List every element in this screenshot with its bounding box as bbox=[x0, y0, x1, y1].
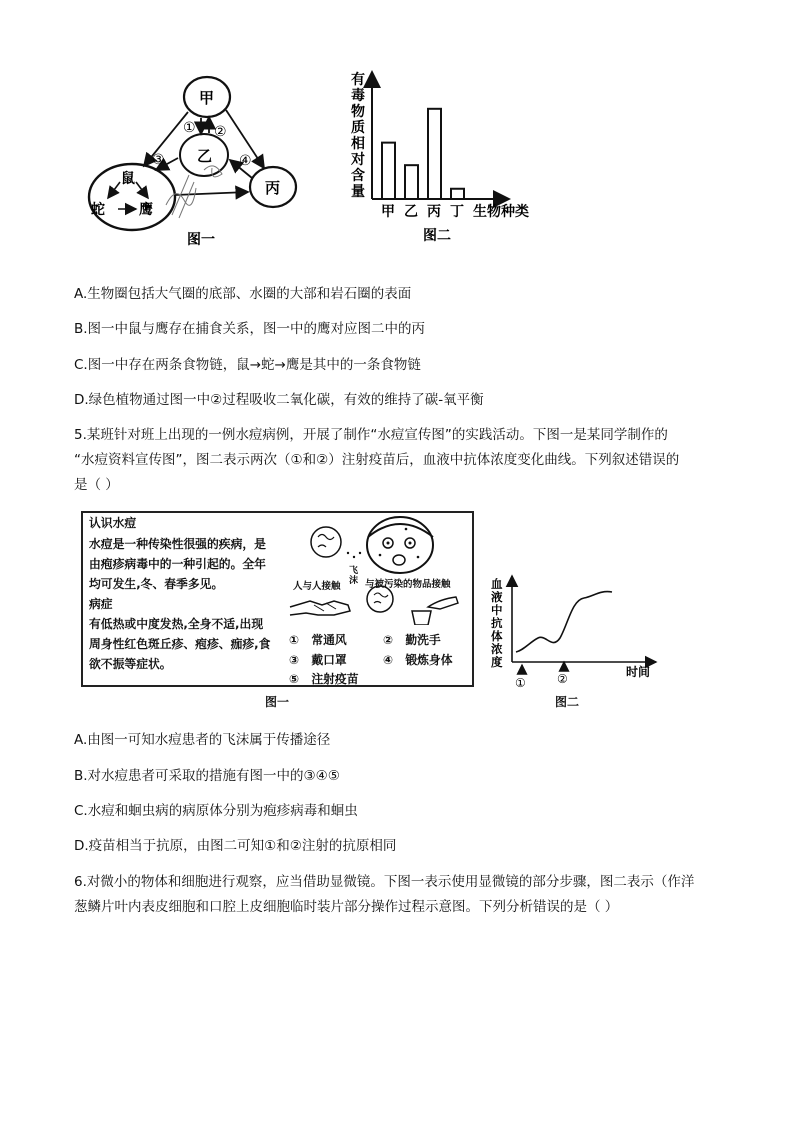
virus-bubble-icon bbox=[311, 527, 341, 557]
q4-option-d: D.绿色植物通过图一中②过程吸收二氧化碳，有效的维持了碳-氧平衡 bbox=[74, 392, 484, 408]
cup-icon bbox=[412, 611, 431, 625]
arrow-label-2: ② bbox=[214, 124, 227, 140]
category-label-0: 甲 bbox=[381, 204, 395, 220]
label-mouse: 鼠 bbox=[121, 171, 135, 187]
contact-label-1: 人与人接触 bbox=[293, 581, 341, 592]
y-label-char-6: 含 bbox=[351, 168, 365, 184]
antibody-graph bbox=[488, 570, 668, 690]
label-hawk: 鹰 bbox=[139, 202, 153, 218]
poster-heading-1: 认识水痘 bbox=[89, 516, 137, 530]
poster-heading-2: 病症 bbox=[89, 597, 113, 611]
figure1-caption: 图一 bbox=[187, 232, 215, 248]
injection-mark-2: ② bbox=[557, 672, 568, 686]
arrow-label-3: ③ bbox=[152, 152, 165, 168]
q5-option-c: C.水痘和蛔虫病的病原体分别为疱疹病毒和蛔虫 bbox=[74, 803, 358, 819]
contact-label-2: 与被污染的物品接触 bbox=[365, 579, 451, 590]
injection-mark-1: ① bbox=[515, 676, 526, 690]
y-label-char-3: 质 bbox=[351, 120, 365, 136]
bar-0 bbox=[382, 143, 395, 199]
antibody-y-char-4: 体 bbox=[491, 629, 503, 643]
toxin-bar-chart bbox=[345, 68, 555, 248]
antibody-y-char-3: 抗 bbox=[491, 616, 503, 630]
antibody-x-label: 时间 bbox=[626, 665, 651, 679]
q5-option-a: A.由图一可知水痘患者的飞沫属于传播途径 bbox=[74, 732, 331, 748]
label-yi: 乙 bbox=[197, 147, 213, 165]
figure2-caption: 图二 bbox=[423, 228, 451, 244]
poster-illustration bbox=[288, 515, 468, 625]
q4-option-c: C.图一中存在两条食物链，鼠→蛇→鹰是其中的一条食物链 bbox=[74, 357, 421, 373]
q4-option-a: A.生物圈包括大气圈的底部、水圈的大部和岩石圈的表面 bbox=[74, 286, 412, 302]
question-6-stem: 6.对微小的物体和细胞进行观察，应当借助显微镜。下图一表示使用显微镜的部分步骤，图二表示（作洋 葱鳞片叶内表皮细胞和口腔上皮细胞临时装片部分操作过程示意图。下列分析错误的是（ ） bbox=[74, 874, 695, 915]
category-label-3: 丁 bbox=[450, 204, 464, 220]
measure-4: ④ 锻炼身体 bbox=[383, 653, 453, 667]
question-5-stem: 5.某班针对班上出现的一例水痘病例，开展了制作“水痘宣传图”的实践活动。下图一是某同学制作的 “水痘资料宣传图”，图二表示两次（①和②）注射疫苗后，血液中抗体浓度变化曲线。下列叙述错误的 是（ ） bbox=[74, 427, 680, 493]
y-label-char-5: 对 bbox=[351, 152, 365, 168]
antibody-y-char-5: 浓 bbox=[491, 642, 503, 656]
q5-option-b: B.对水痘患者可采取的措施有图一中的③④⑤ bbox=[74, 768, 340, 784]
handshake-icon bbox=[290, 601, 350, 615]
q5-option-d: D.疫苗相当于抗原，由图二可知①和②注射的抗原相同 bbox=[74, 838, 397, 854]
y-label-char-0: 有 bbox=[351, 72, 365, 88]
y-label-char-4: 相 bbox=[351, 136, 365, 152]
label-jia: 甲 bbox=[199, 89, 215, 107]
antibody-y-char-1: 液 bbox=[491, 590, 503, 604]
ecosystem-diagram bbox=[84, 70, 314, 260]
antibody-y-label bbox=[491, 577, 503, 669]
bar-1 bbox=[405, 165, 418, 199]
antibody-curve bbox=[516, 592, 612, 652]
category-label-1: 乙 bbox=[404, 204, 418, 220]
antibody-y-char-2: 中 bbox=[491, 603, 503, 617]
measure-3: ③ 戴口罩 bbox=[289, 653, 347, 667]
chickenpox-poster bbox=[81, 511, 474, 687]
y-label-char-1: 毒 bbox=[351, 88, 365, 104]
arrow-label-4: ④ bbox=[239, 153, 252, 169]
bar-3 bbox=[451, 189, 464, 199]
antibody-y-char-6: 度 bbox=[491, 655, 503, 669]
poster-paragraph-2: 有低热或中度发热,全身不适,出现 周身性红色斑丘疹、疱疹、痂疹,食 欲不振等症状。 bbox=[89, 617, 271, 671]
measure-2: ② 勤洗手 bbox=[383, 633, 441, 647]
y-label-char-7: 量 bbox=[351, 184, 365, 200]
antibody-y-char-0: 血 bbox=[491, 577, 503, 591]
measure-1: ① 常通风 bbox=[289, 633, 347, 647]
poster-paragraph-1: 水痘是一种传染性很强的疾病，是 由疱疹病毒中的一种引起的。全年 均可发生,冬、春季多见。 bbox=[89, 537, 266, 591]
q4-option-b: B.图一中鼠与鹰存在捕食关系，图一中的鹰对应图二中的丙 bbox=[74, 321, 426, 337]
poster-caption: 图一 bbox=[265, 695, 290, 709]
y-label-char-2: 物 bbox=[351, 104, 365, 120]
arrow-label-1: ① bbox=[183, 120, 196, 136]
label-bing: 丙 bbox=[265, 179, 281, 197]
antibody-graph-caption: 图二 bbox=[555, 695, 580, 709]
chart-y-label bbox=[350, 71, 365, 200]
chart-x-label: 生物种类 bbox=[473, 204, 529, 220]
category-label-2: 丙 bbox=[427, 204, 441, 220]
droplet-label: 飞沫 bbox=[349, 566, 359, 586]
label-snake: 蛇 bbox=[91, 202, 105, 218]
measure-5: ⑤ 注射疫苗 bbox=[289, 672, 359, 686]
bar-2 bbox=[428, 109, 441, 199]
